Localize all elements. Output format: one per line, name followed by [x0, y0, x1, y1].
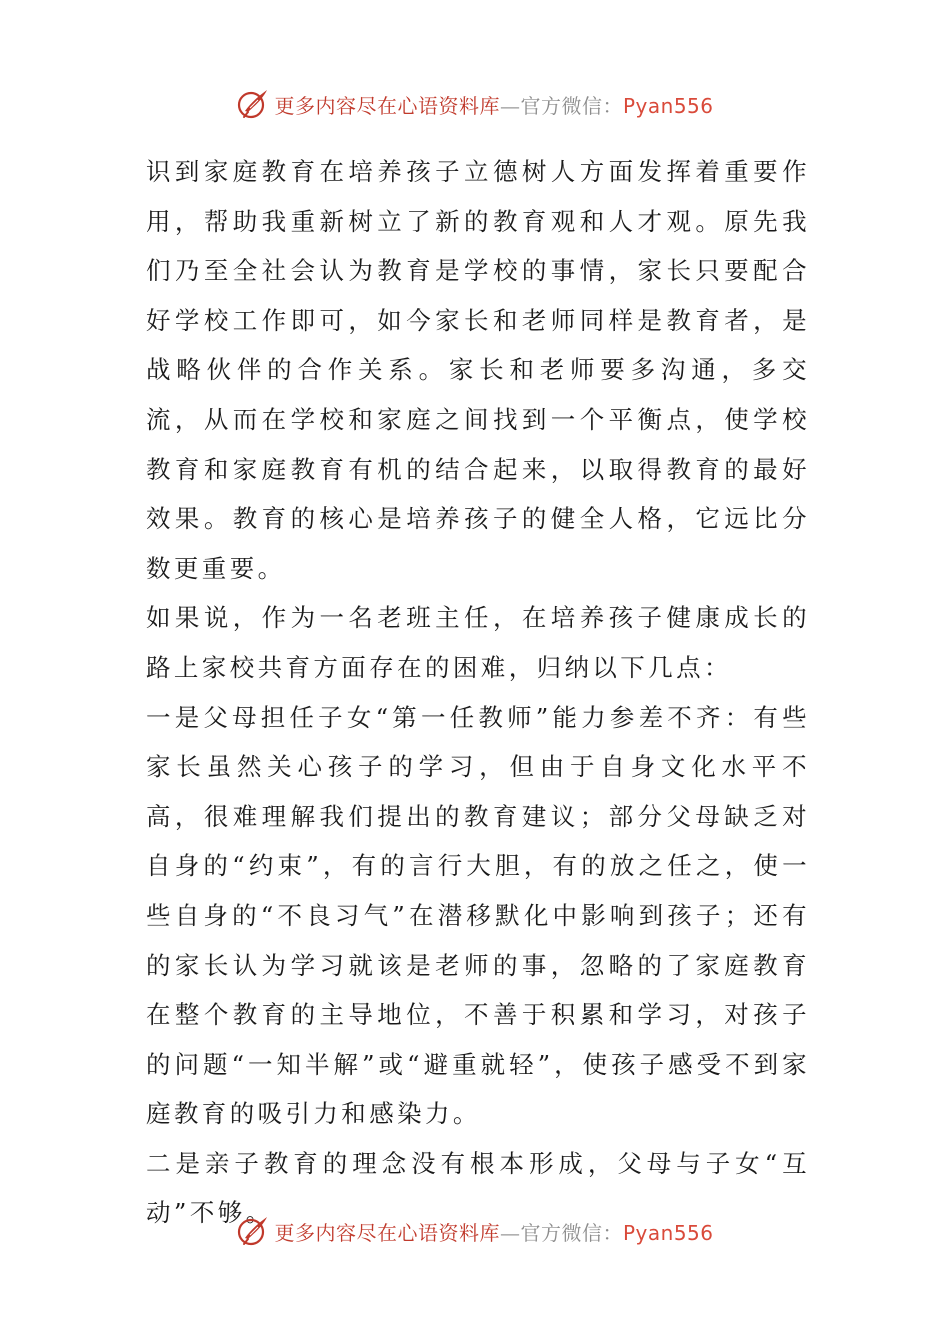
watermark-text	[274, 1217, 713, 1246]
watermark-account: Pyan556	[622, 1220, 714, 1245]
watermark-text	[274, 90, 713, 119]
document-body	[146, 147, 810, 1238]
quill-logo-icon	[236, 1214, 270, 1248]
watermark-dash: —	[499, 1220, 521, 1245]
watermark-account: Pyan556	[622, 93, 714, 118]
paragraph-1: 识到家庭教育在培养孩子立德树人方面发挥着重要作用，帮助我重新树立了新的教育观和人才观。原先我们乃至全社会认为教育是学校的事情，家长只要配合好学校工作即可，如今家长和老师同样是教育者，是战略伙伴的合作关系。家长和老师要多沟通，多交流，从而在学校和家庭之间找到一个平衡点，使学校教育和家庭教育有机的结合起来，以取得教育的最好效果。教育的核心是培养孩子的健全人格，它远比分数更重要。	[146, 157, 810, 583]
paragraph-3: 一是父母担任子女“第一任教师”能力参差不齐：有些家长虽然关心孩子的学习，但由于自身文化水平不高，很难理解我们提出的教育建议；部分父母缺乏对自身的“约束”，有的言行大胆，有的放之任之，使一些自身的“不良习气”在潜移默化中影响到孩子；还有的家长认为学习就该是老师的事，忽略的了家庭教育在整个教育的主导地位，不善于积累和学习，对孩子的问题“一知半解”或“避重就轻”，使孩子感受不到家庭教育的吸引力和感染力。	[146, 702, 810, 1129]
paragraph-4: 二是亲子教育的理念没有根本形成，父母与子女“互动”不够。	[146, 1148, 810, 1228]
footer-watermark	[0, 1211, 950, 1251]
watermark-title: 更多内容尽在心语资料库	[274, 1220, 500, 1245]
watermark-wechat-label: 官方微信：	[520, 93, 623, 118]
quill-logo-icon	[236, 87, 270, 121]
header-watermark	[0, 84, 950, 124]
paragraph-2: 如果说，作为一名老班主任，在培养孩子健康成长的路上家校共育方面存在的困难，归纳以下几点：	[146, 603, 810, 682]
watermark-wechat-label: 官方微信：	[520, 1220, 623, 1245]
watermark-title: 更多内容尽在心语资料库	[274, 93, 500, 118]
watermark-dash: —	[499, 93, 521, 118]
